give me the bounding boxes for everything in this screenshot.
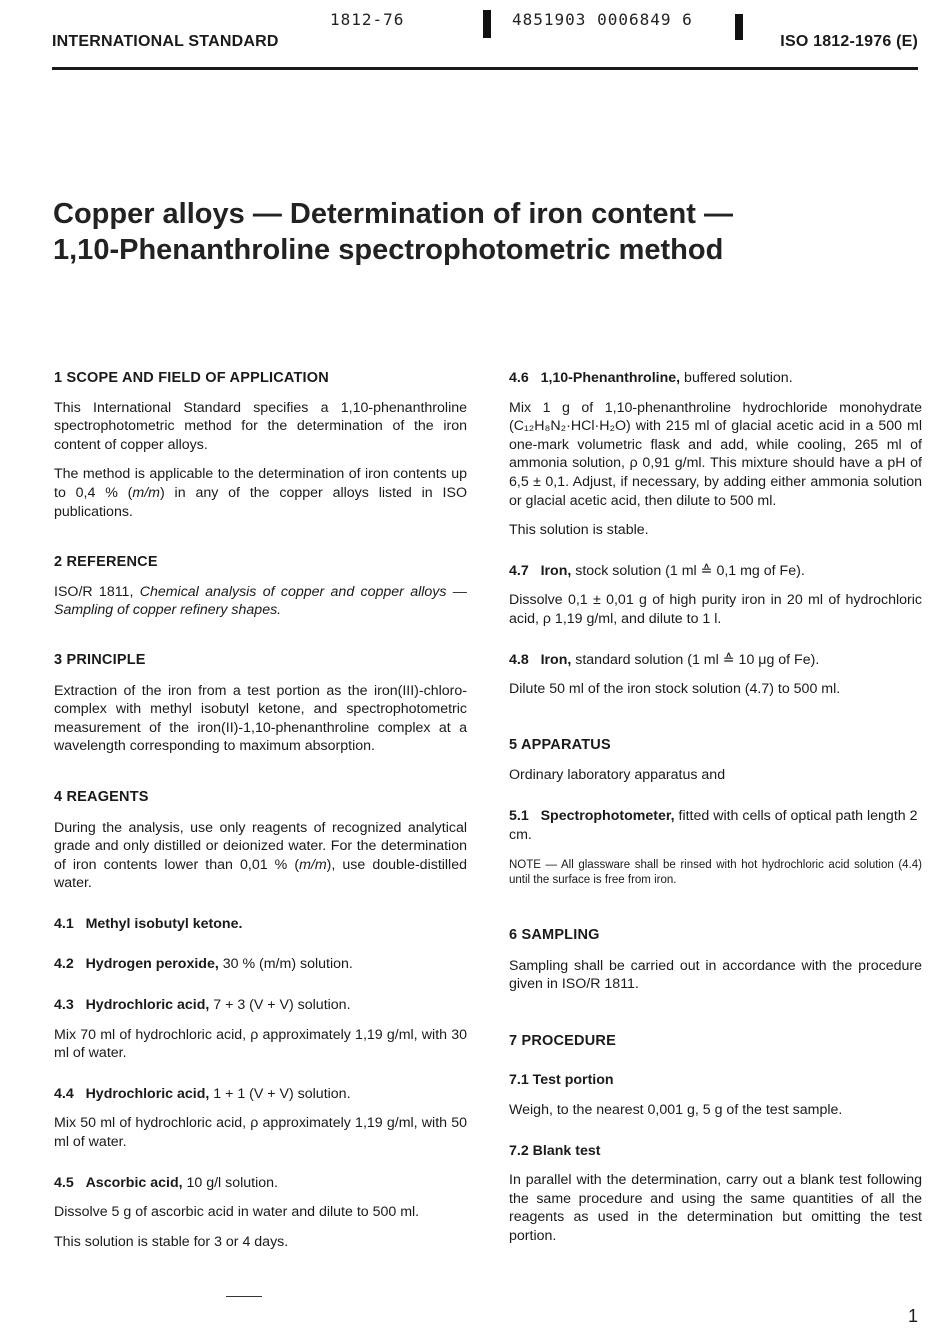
s43-rest: 7 + 3 (V + V) solution. — [209, 997, 351, 1014]
section-6-heading: 6 SAMPLING — [509, 927, 600, 944]
subsection-4-2 — [54, 955, 467, 974]
s47-rest: stock solution (1 ml ≙ 0,1 mg of Fe). — [571, 562, 805, 579]
header-left: INTERNATIONAL STANDARD — [52, 33, 279, 50]
s44-bold: Hydrochloric acid, — [85, 1085, 210, 1102]
s48-num: 4.8 — [509, 651, 529, 668]
s2-ref-a: ISO/R 1811, — [54, 583, 140, 600]
subsection-4-6-para-2: This solution is stable. — [509, 522, 649, 539]
s1-p2-b: m/m — [132, 484, 160, 501]
footer-mark — [226, 1296, 262, 1307]
subsection-4-3 — [54, 996, 467, 1015]
s51-num: 5.1 — [509, 807, 529, 824]
s47-bold: Iron, — [540, 562, 572, 579]
subsection-4-4-para: Mix 50 ml of hydrochloric acid, ρ approximately 1,19 g/ml, with 50 ml of water. — [54, 1115, 467, 1151]
s71-heading: 7.1 Test portion — [509, 1072, 614, 1089]
section-1-para-1: This International Standard specifies a 1,10-phenanthroline spectrophotometric method for the determination of the iron content of copper alloys. — [54, 399, 467, 453]
subsection-4-7 — [509, 562, 922, 581]
subsection-4-8 — [509, 651, 922, 670]
title-line-1: Copper alloys — Determination of iron content — — [53, 198, 733, 230]
subsection-5-1 — [509, 807, 922, 844]
section-6-para: Sampling shall be carried out in accordance with the procedure given in ISO/R 1811. — [509, 957, 922, 993]
subsection-7-1 — [509, 1071, 922, 1090]
scan-code-left: 1812-76 — [330, 10, 405, 29]
s1-p2-a: The method is applicable to the determination of iron contents up to 0,4 % ( — [54, 466, 467, 501]
s42-num: 4.2 — [54, 956, 74, 973]
s45-num: 4.5 — [54, 1174, 74, 1191]
s51-rest: fitted with cells of optical path length 2 cm. — [509, 807, 918, 843]
section-5-heading: 5 APPARATUS — [509, 736, 611, 753]
subsection-4-7-para: Dissolve 0,1 ± 0,01 g of high purity iron in 20 ml of hydrochloric acid, ρ 1,19 g/ml, and dilute to 1 l. — [509, 592, 922, 627]
subsection-4-6 — [509, 369, 922, 388]
section-1-para-2 — [54, 465, 467, 521]
section-7-heading: 7 PROCEDURE — [509, 1032, 616, 1049]
s46-bold: 1,10-Phenanthroline, — [540, 370, 681, 386]
s48-bold: Iron, — [540, 651, 572, 668]
s46-num: 4.6 — [509, 370, 529, 386]
apparatus-note: NOTE — All glassware shall be rinsed with hot hydrochloric acid solution (4.4) until the surface is free from iron. — [509, 859, 922, 887]
s2-ref-b: Chemical analysis of copper and copper alloys — Sampling of copper refinery shapes. — [54, 583, 467, 619]
s43-num: 4.3 — [54, 997, 74, 1014]
s43-bold: Hydrochloric acid, — [85, 997, 210, 1014]
subsection-4-6-para-1: Mix 1 g of 1,10-phenanthroline hydrochloride monohydrate (C₁₂H₈N₂·HCl·H₂O) with 215 ml of glacial acetic acid in a 500 ml one-mark volumetric flask and add, while cooling, 265 ml of ammonia solution, ρ 0,91 g/ml. This mixture should have a pH of 6,5 ± 0,1. Adjust, if necessary, by adding either ammonia solution or glacial acetic acid, then dilute to 500 ml. — [509, 399, 922, 509]
s42-bold: Hydrogen peroxide, — [85, 956, 219, 973]
s41-bold: Methyl isobutyl ketone. — [85, 915, 243, 932]
section-3-heading: 3 PRINCIPLE — [54, 651, 146, 668]
s42-rest: 30 % (m/m) solution. — [218, 956, 353, 973]
section-2-reference — [54, 583, 467, 620]
subsection-4-3-para: Mix 70 ml of hydrochloric acid, ρ approximately 1,19 g/ml, with 30 ml of water. — [54, 1026, 467, 1062]
scan-bar-left — [483, 10, 491, 38]
subsection-4-8-para: Dilute 50 ml of the iron stock solution (4.7) to 500 ml. — [509, 681, 841, 698]
subsection-4-5 — [54, 1174, 467, 1193]
s44-rest: 1 + 1 (V + V) solution. — [209, 1085, 351, 1102]
s45-bold: Ascorbic acid, — [85, 1174, 183, 1191]
s47-num: 4.7 — [509, 562, 529, 579]
left-column — [54, 369, 467, 1251]
section-2-heading: 2 REFERENCE — [54, 554, 158, 571]
scan-code-right: 4851903 0006849 6 — [512, 10, 693, 29]
right-column — [509, 369, 922, 1246]
subsection-7-2-para: In parallel with the determination, carry out a blank test following the same procedure and using the same quantities of all the reagents as used in the determination but omitting the test portion. — [509, 1172, 922, 1245]
s4-p1-a: During the analysis, use only reagents of recognized analytical grade and only distilled or deionized water. For the determination of iron contents lower than 0,01 % ( — [54, 819, 467, 873]
subsection-4-4 — [54, 1085, 467, 1104]
section-3-para: Extraction of the iron from a test portion as the iron(III)-chloro-complex with methyl isobutyl ketone, and spectrophotometric measurement of the iron(II)-1,10-phenanthroline complex at a wavelength corresponding to maximum absorption. — [54, 682, 467, 755]
title-line-2: 1,10-Phenanthroline spectrophotometric method — [53, 234, 724, 266]
s41-num: 4.1 — [54, 915, 74, 932]
s48-rest: standard solution (1 ml ≙ 10 μg of Fe). — [571, 651, 820, 668]
s4-p1-c: ), use double-distilled water. — [54, 856, 467, 892]
section-1-heading: 1 SCOPE AND FIELD OF APPLICATION — [54, 370, 329, 386]
section-4-heading: 4 REAGENTS — [54, 788, 149, 805]
scan-bar-right — [735, 14, 743, 40]
s1-p2-c: ) in any of the copper alloys listed in ISO publications. — [54, 484, 467, 520]
s46-rest: buffered solution. — [680, 370, 793, 386]
s45-rest: 10 g/l solution. — [182, 1174, 278, 1191]
section-4-para — [54, 819, 467, 893]
subsection-4-5-para-1: Dissolve 5 g of ascorbic acid in water and dilute to 500 ml. — [54, 1204, 420, 1221]
header-rule — [52, 67, 918, 70]
subsection-4-1 — [54, 915, 467, 934]
s44-num: 4.4 — [54, 1085, 74, 1102]
header-right: ISO 1812-1976 (E) — [780, 33, 918, 50]
s4-p1-b: m/m — [299, 856, 327, 873]
subsection-4-5-para-2: This solution is stable for 3 or 4 days. — [54, 1233, 289, 1250]
s51-bold: Spectrophotometer, — [540, 807, 675, 824]
subsection-7-1-para: Weigh, to the nearest 0,001 g, 5 g of the test sample. — [509, 1102, 843, 1119]
s72-heading: 7.2 Blank test — [509, 1142, 601, 1159]
subsection-7-2 — [509, 1142, 922, 1161]
page-title — [53, 196, 913, 268]
page-number: 1 — [907, 1306, 918, 1326]
section-5-para: Ordinary laboratory apparatus and — [509, 767, 726, 784]
